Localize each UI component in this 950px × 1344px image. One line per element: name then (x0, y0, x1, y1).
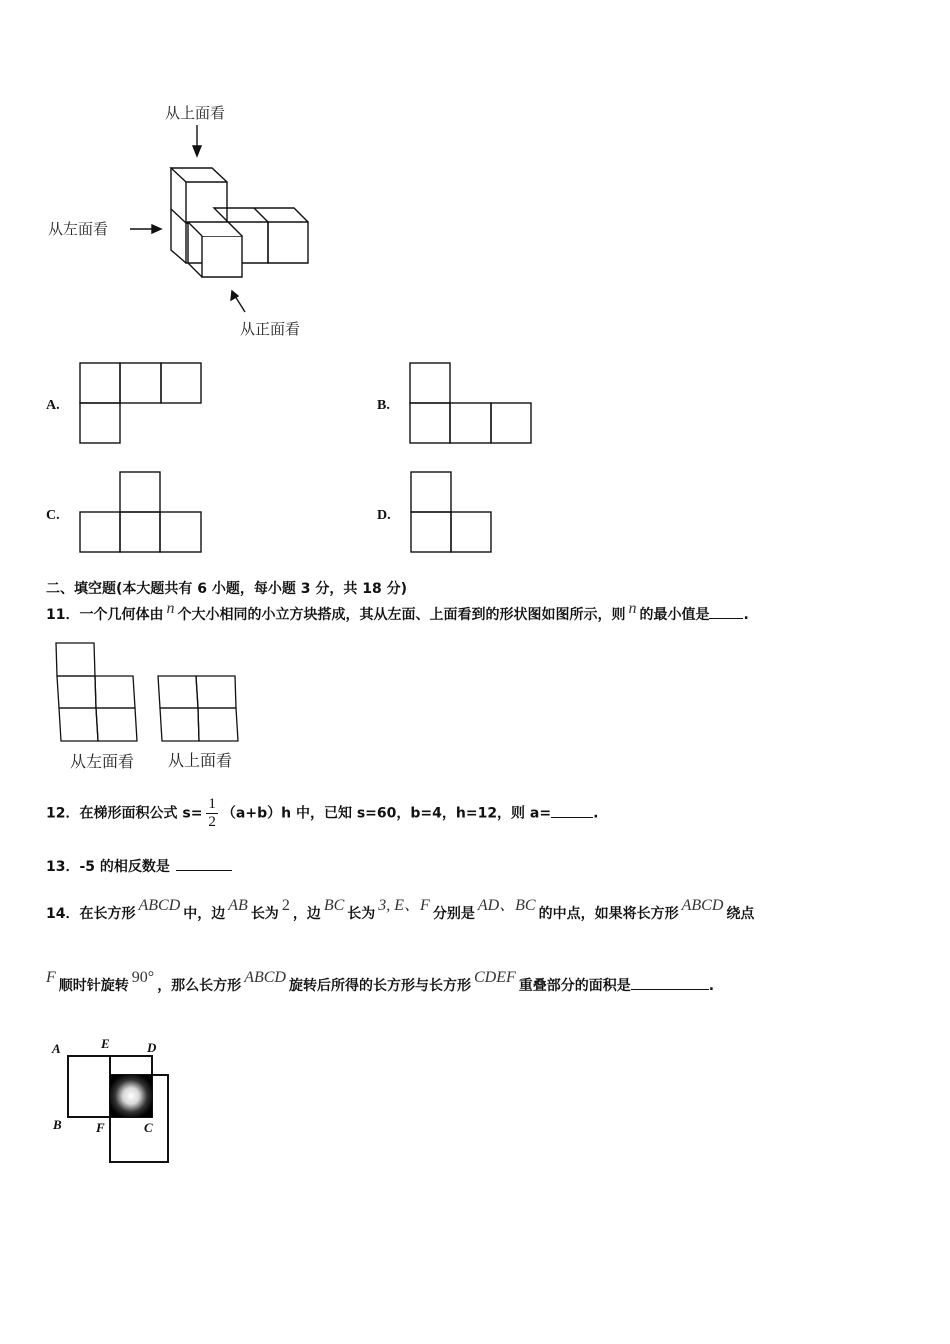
q14-math-90: 90° (131, 969, 155, 986)
cube-lower-side (171, 209, 186, 263)
q14-part-7: 的中点，如果将长方形 (538, 906, 679, 922)
cube-upper-top (171, 168, 227, 182)
arrow-front (235, 296, 245, 312)
q11-view-top-label: 从上面看 (168, 753, 233, 770)
q13-text (46, 856, 232, 876)
view-label-left: 从左面看 (48, 220, 109, 238)
q14-math-abcd: ABCD (138, 897, 181, 914)
option-b-label: B. (377, 398, 390, 413)
q11-part-3: 的最小值是 (639, 607, 710, 623)
cube-figure (0, 0, 950, 340)
q14-math-ab: AB (228, 897, 248, 914)
q14-figure (0, 1035, 950, 1175)
view-label-top: 从上面看 (165, 104, 226, 122)
q11-figure (0, 640, 950, 750)
q14-answer-blank[interactable] (631, 975, 709, 990)
q14-part-1: 14．在长方形 (46, 906, 136, 922)
arrow-top-head (193, 146, 201, 156)
cube-upper-side (171, 168, 186, 223)
option-a-label: A. (46, 398, 60, 413)
view-label-front: 从正面看 (240, 320, 301, 338)
q14-part-6: 分别是 (432, 906, 475, 922)
arrow-left-head (152, 225, 161, 233)
q14-line-1 (46, 897, 755, 923)
q14-part-2: 中，边 (183, 906, 226, 922)
q13-answer-blank[interactable] (176, 856, 232, 871)
q14-part-11: 旋转后所得的长方形与长方形 (288, 978, 471, 994)
cube-stack (130, 125, 308, 312)
q11-end: . (743, 607, 749, 623)
option-d-label: D. (377, 508, 391, 523)
q11-left-view (56, 643, 137, 741)
q12-answer-blank[interactable] (551, 803, 593, 818)
q14-label-f: F (96, 1120, 105, 1135)
section-heading: 二、填空题(本大题共有 6 小题，每小题 3 分，共 18 分) (46, 581, 408, 597)
q12-fraction (206, 796, 218, 831)
option-grids (0, 360, 950, 560)
option-c-grid (80, 472, 201, 552)
option-c-label: C. (46, 508, 60, 523)
cube-upper-front (186, 182, 227, 223)
q12-frac-num: 1 (208, 796, 216, 812)
cube-front-front (202, 236, 242, 277)
q14-part-3: 长为 (250, 906, 279, 922)
q11-view-left-label: 从左面看 (70, 754, 135, 771)
q14-part-12: 重叠部分的面积是 (518, 978, 631, 994)
q14-line-2 (46, 969, 715, 995)
q14-end: . (708, 978, 715, 994)
q12-part-1: 12．在梯形面积公式 s= (46, 805, 203, 822)
q12-part-2: （a+b）h 中，已知 s=60，b=4，h=12，则 a= (221, 805, 552, 822)
q11-part-1: 11．一个几何体由 (46, 607, 164, 623)
q11-var-n: n (166, 600, 175, 617)
cube-front-top (188, 222, 242, 236)
q14-label-a: A (52, 1041, 61, 1056)
q14-label-d: D (147, 1040, 157, 1055)
q14-math-f: F (46, 969, 56, 986)
q14-part-4: ，边 (292, 906, 321, 922)
q13-part-1: 13．-5 的相反数是 (46, 859, 170, 875)
option-d-grid (411, 472, 491, 552)
q14-math-adbc: AD、BC (477, 897, 536, 914)
q14-part-9: 顺时针旋转 (58, 978, 129, 994)
q14-math-cdef: CDEF (473, 969, 516, 986)
cube-right-divider (254, 208, 268, 222)
q12-end: . (593, 805, 599, 822)
q12-text (46, 796, 598, 831)
q14-part-10: ，那么长方形 (157, 978, 242, 994)
q14-label-b: B (53, 1117, 62, 1132)
q11-part-2: 个大小相同的小立方块搭成，其从左面、上面看到的形状图如图所示，则 (177, 607, 626, 623)
q11-answer-blank[interactable] (709, 604, 743, 619)
q14-math-bc: BC (323, 897, 345, 914)
q12-frac-den: 2 (208, 814, 216, 830)
q14-overlap-region (110, 1075, 152, 1117)
cube-right-2-front (268, 222, 308, 263)
option-a-grid (80, 363, 201, 443)
q14-math-3ef: 3, E、F (378, 897, 430, 914)
option-b-grid (410, 363, 531, 443)
q14-part-5: 长为 (347, 906, 376, 922)
q14-label-c: C (144, 1120, 153, 1135)
q14-label-e: E (101, 1036, 110, 1051)
q14-part-8: 绕点 (726, 906, 755, 922)
q11-var-n-2: n (628, 600, 637, 617)
q14-math-abcd-2: ABCD (681, 897, 724, 914)
q14-math-abcd-3: ABCD (244, 969, 286, 986)
q11-text (46, 600, 749, 624)
q14-math-2: 2 (281, 897, 290, 914)
q11-top-view (158, 676, 238, 741)
